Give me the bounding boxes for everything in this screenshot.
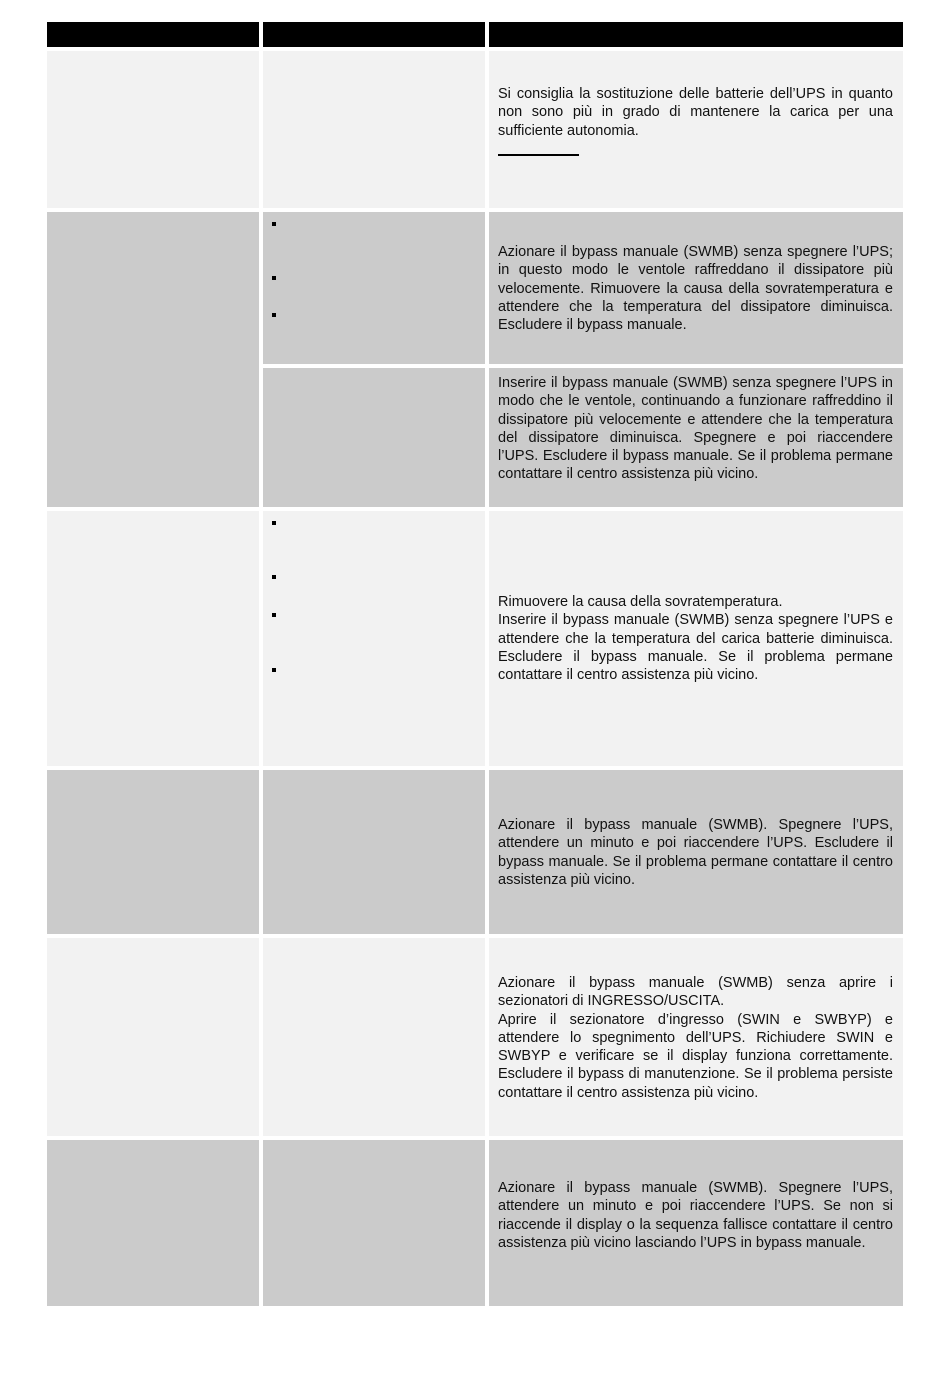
row4-solution [498,816,893,889]
header-cell-col3 [489,22,903,47]
row1-solution [498,85,893,140]
row3-solution [498,593,893,684]
row3-solution-p2: Inserire il bypass manuale (SWMB) senza spegnere l’UPS e attendere che la temperatura del carica batterie diminuisca. Escludere il bypass manuale. Se il problema permane contattare il centro assistenza più vicino. [498,612,893,684]
row2a-solution-p1: Azionare il bypass manuale (SWMB) senza spegnere l’UPS; in questo modo le ventole raffreddano il dissipatore più velocemente. Rimuovere la causa della sovratemperatura e attendere che la temperatura del dissipatore diminuisca. Escludere il bypass manuale. [498,244,893,334]
row3-bullet-1 [272,521,276,525]
row6-solution-p1: Azionare il bypass manuale (SWMB). Spegnere l’UPS, attendere un minuto e poi riaccendere l’UPS. Se non si riaccende il display o la sequenza fallisce contattare il centro assistenza più vicino lasciando l’UPS in bypass manuale. [498,1180,893,1251]
row3-bullet-2 [272,575,276,579]
row2a-bullet-1 [272,222,276,226]
row6-col1 [47,1140,259,1306]
row1-col1 [47,51,259,208]
row3-col1 [47,511,259,766]
row1-underline [498,154,579,156]
row4-col2 [263,770,485,934]
header-cell-col1 [47,22,259,47]
row2a-solution [498,243,893,334]
row5-solution-p1: Azionare il bypass manuale (SWMB) senza aprire i sezionatori di INGRESSO/USCITA. [498,975,893,1010]
row2b-col2 [263,368,485,507]
row3-bullet-3 [272,613,276,617]
row3-solution-p1: Rimuovere la causa della sovratemperatura. [498,594,783,610]
row3-col2 [263,511,485,766]
row1-solution-p1: Si consiglia la sostituzione delle batterie dell’UPS in quanto non sono più in grado di mantenere la carica per una sufficiente autonomia. [498,86,893,139]
row5-solution [498,974,893,1102]
row6-solution [498,1179,893,1252]
row5-col1 [47,938,259,1136]
header-cell-col2 [263,22,485,47]
row6-col2 [263,1140,485,1306]
row1-col2 [263,51,485,208]
row4-col1 [47,770,259,934]
row3-bullet-4 [272,668,276,672]
row2a-bullet-3 [272,313,276,317]
row4-solution-p1: Azionare il bypass manuale (SWMB). Spegnere l’UPS, attendere un minuto e poi riaccendere l’UPS. Escludere il bypass manuale. Se il problema permane contattare il centro assistenza più vicino. [498,817,893,888]
row5-solution-p2: Aprire il sezionatore d’ingresso (SWIN e SWBYP) e attendere lo spegnimento dell’UPS. Richiudere SWIN e SWBYP e verificare se il display funziona correttamente. Escludere il bypass di manutenzione. Se il problema persiste contattare il centro assistenza più vicino. [498,1011,893,1101]
row2a-bullet-2 [272,276,276,280]
row2-col1 [47,212,259,507]
row2b-solution-p1: Inserire il bypass manuale (SWMB) senza spegnere l’UPS in modo che le ventole, continuando a funzionare raffreddino il dissipatore più velocemente e attendere che la temperatura del dissipatore diminuisca. Spegnere e poi riaccendere l’UPS. Escludere il bypass manuale. Se il problema permane contattare il centro assistenza più vicino. [498,375,893,483]
row5-col2 [263,938,485,1136]
row2b-solution [498,374,893,484]
row2a-col2 [263,212,485,364]
